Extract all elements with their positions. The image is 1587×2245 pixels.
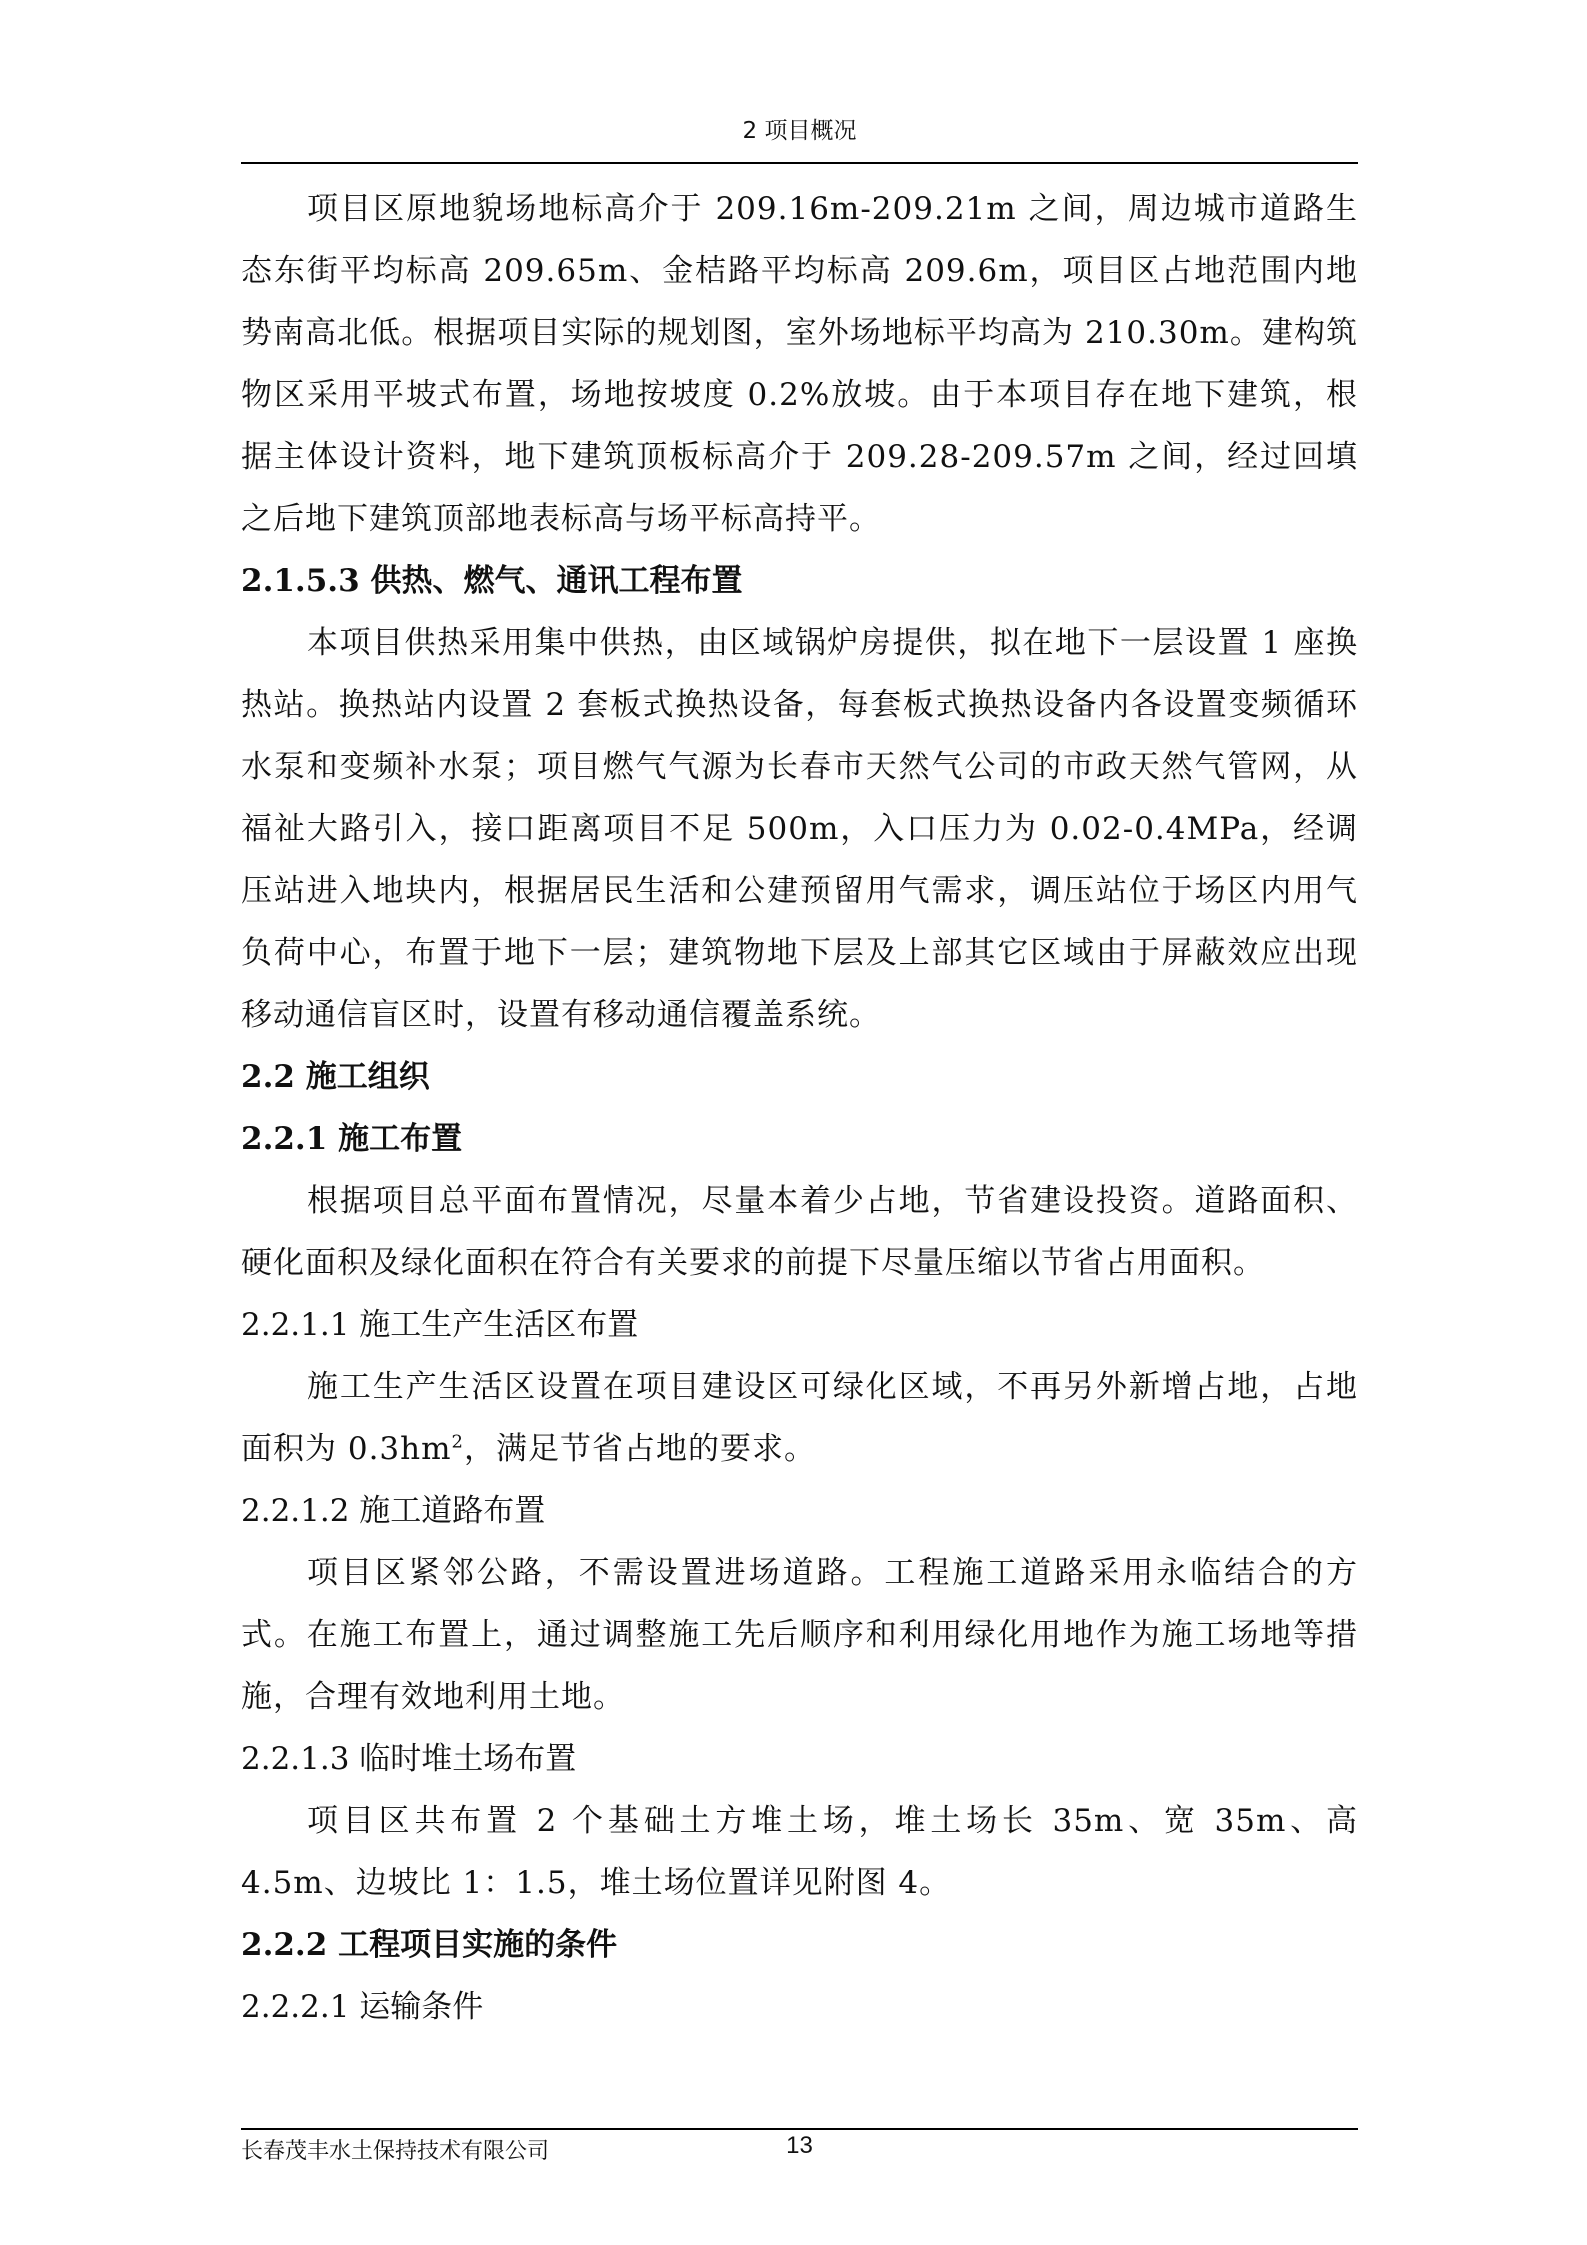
heading-2-2-1-3: 2.2.1.3 临时堆土场布置 — [241, 1741, 577, 1777]
paragraph-road: 项目区紧邻公路，不需设置进场道路。工程施工道路采用永临结合的方式。在施工布置上，通过调整施工先后顺序和利用绿化用地作为施工场地等措施，合理有效地利用土地。 — [241, 1555, 1358, 1715]
heading-2-2-1-2: 2.2.1.2 施工道路布置 — [241, 1493, 546, 1529]
paragraph-heating-gas: 本项目供热采用集中供热，由区域锅炉房提供，拟在地下一层设置 1 座换热站。换热站内设置 2 套板式换热设备，每套板式换热设备内各设置变频循环水泵和变频补水泵；项目燃气气源为长春市天然气公司的市政天然气管网，从福祉大路引入，接口距离项目不足 500m，入口压力为 0.02-0.4MPa，经调压站进入地块内，根据居民生活和公建预留用气需求，调压站位于场区内用气负荷中心，布置于地下一层；建筑物地下层及上部其它区域由于屏蔽效应出现移动通信盲区时，设置有移动通信覆盖系统。 — [241, 625, 1358, 1033]
living-area-text: 施工生产生活区设置在项目建设区可绿化区域，不再另外新增占地，占地面积为 0.3hm — [241, 1369, 1358, 1467]
heading-2-1-5-3: 2.1.5.3 供热、燃气、通讯工程布置 — [241, 563, 743, 599]
superscript-2: 2 — [451, 1431, 464, 1453]
page-number: 13 — [786, 2132, 813, 2159]
living-area-text-end: ，满足节省占地的要求。 — [463, 1431, 816, 1467]
heading-2-2-1-1: 2.2.1.1 施工生产生活区布置 — [241, 1307, 639, 1343]
paragraph-layout: 根据项目总平面布置情况，尽量本着少占地，节省建设投资。道路面积、硬化面积及绿化面积在符合有关要求的前提下尽量压缩以节省占用面积。 — [241, 1183, 1358, 1281]
page-header — [241, 108, 1358, 164]
footer-company: 长春茂丰水土保持技术有限公司 — [241, 2139, 550, 2164]
heading-2-2-1: 2.2.1 施工布置 — [241, 1121, 463, 1157]
heading-2-2-2: 2.2.2 工程项目实施的条件 — [241, 1927, 618, 1963]
heading-2-2: 2.2 施工组织 — [241, 1059, 430, 1095]
document-body — [241, 178, 1358, 2038]
paragraph-living-area — [241, 1356, 1358, 1480]
paragraph-soil-pile: 项目区共布置 2 个基础土方堆土场，堆土场长 35m、宽 35m、高 4.5m、边坡比 1：1.5，堆土场位置详见附图 4。 — [241, 1803, 1358, 1901]
heading-2-2-2-1: 2.2.2.1 运输条件 — [241, 1989, 484, 2025]
header-title: 2 项目概况 — [742, 118, 857, 144]
page-footer — [241, 2128, 1358, 2170]
paragraph-elevation: 项目区原地貌场地标高介于 209.16m-209.21m 之间，周边城市道路生态东街平均标高 209.65m、金桔路平均标高 209.6m，项目区占地范围内地势南高北低。根据项目实际的规划图，室外场地标平均高为 210.30m。建构筑物区采用平坡式布置，场地按坡度 0.2%放坡。由于本项目存在地下建筑，根据主体设计资料，地下建筑顶板标高介于 209.28-209.57m 之间，经过回填之后地下建筑顶部地表标高与场平标高持平。 — [241, 191, 1358, 537]
